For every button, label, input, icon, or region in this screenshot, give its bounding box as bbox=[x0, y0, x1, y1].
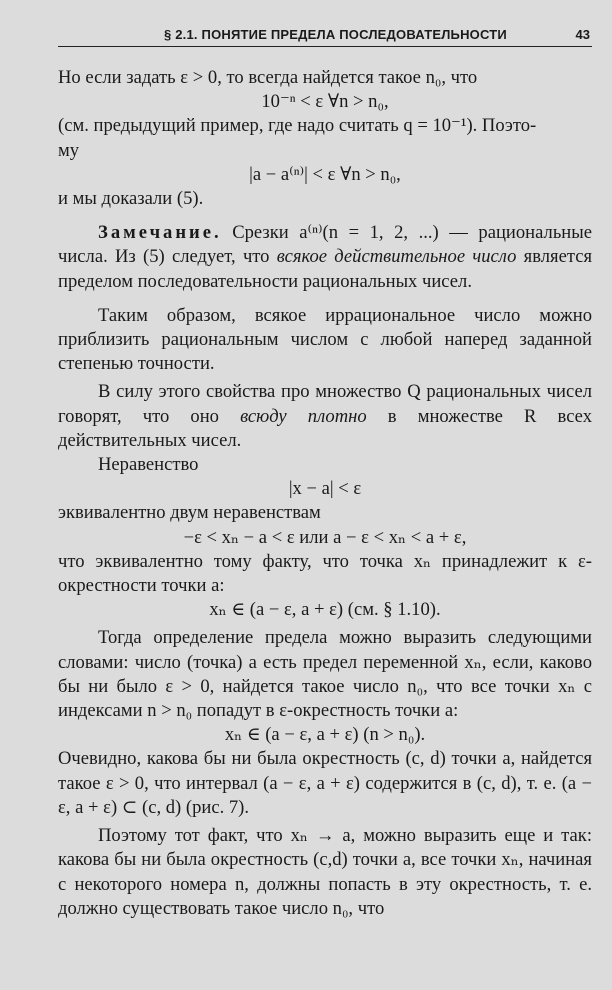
remark-paragraph: Замечание. Срезки a⁽ⁿ⁾(n = 1, 2, ...) — рациональные числа. Из (5) следует, что всякое действительное число является пределом последовательности рациональных чисел. bbox=[58, 222, 593, 292]
text-line: и мы доказали (5). bbox=[58, 188, 204, 210]
paragraph-approximation: Таким образом, всякое иррациональное число можно приблизить рациональным числом с любой наперед заданной степенью точности. bbox=[58, 304, 592, 375]
text-line: му bbox=[58, 139, 80, 161]
formula-cut-estimate: |a − a⁽ⁿ⁾| < ε ∀n > n₀, bbox=[249, 163, 401, 185]
formula-membership: xₙ ∈ (a − ε, a + ε) (см. § 1.10). bbox=[209, 599, 441, 621]
paragraph-conclusion: Поэтому тот факт, что xₙ → a, можно выразить еще и так: какова бы ни была окрестность (c,d) точки a, все точки xₙ, начиная с некоторого номера n, должны попасть в эту окрестность, т. е. должно существовать такое число n₀, что bbox=[58, 825, 592, 919]
page-number: 43 bbox=[575, 27, 590, 42]
formula-double-ineq: −ε < xₙ − a < ε или a − ε < xₙ < a + ε, bbox=[183, 526, 467, 548]
paragraph-limit-definition: Тогда определение предела можно выразить следующими словами: число (точка) a есть предел переменной xₙ, если, каково бы ни было ε > 0, найдется такое число n₀, что все точки xₙ с индексами n > n₀ попадут в ε-окрестность точки a: bbox=[58, 627, 592, 722]
paragraph-neighborhood: что эквивалентно тому факту, что точка xₙ принадлежит к ε-окрестности точки a: bbox=[58, 550, 592, 597]
remark-heading: Замечание. bbox=[98, 222, 222, 244]
formula-abs-ineq: |x − a| < ε bbox=[288, 478, 362, 500]
text-line: (см. предыдущий пример, где надо считать q = 10⁻¹). Поэто- bbox=[58, 115, 537, 137]
section-title: § 2.1. ПОНЯТИЕ ПРЕДЕЛА ПОСЛЕДОВАТЕЛЬНОСТИ bbox=[164, 27, 507, 42]
formula-power: 10⁻ⁿ < ε ∀n > n₀, bbox=[261, 91, 389, 113]
paragraph-obvious: Очевидно, какова бы ни была окрестность (c, d) точки a, найдется такое ε > 0, что интервал (a − ε, a + ε) содержится в (c, d), т. е. (a − ε, a + ε) ⊂ (c, d) (рис. 7). bbox=[58, 748, 592, 818]
text-line: эквивалентно двум неравенствам bbox=[58, 502, 321, 524]
text-line: Но если задать ε > 0, то всегда найдется такое n₀, что bbox=[58, 67, 478, 88]
text-line: Неравенство bbox=[98, 454, 199, 476]
page-body bbox=[58, 66, 592, 921]
running-header bbox=[58, 24, 592, 47]
formula-membership-n: xₙ ∈ (a − ε, a + ε) (n > n₀). bbox=[224, 724, 426, 746]
paragraph-dense: В силу этого свойства про множество Q рациональных чисел говорят, что оно всюду плотно в множестве R всех действительных чисел. bbox=[58, 381, 592, 451]
